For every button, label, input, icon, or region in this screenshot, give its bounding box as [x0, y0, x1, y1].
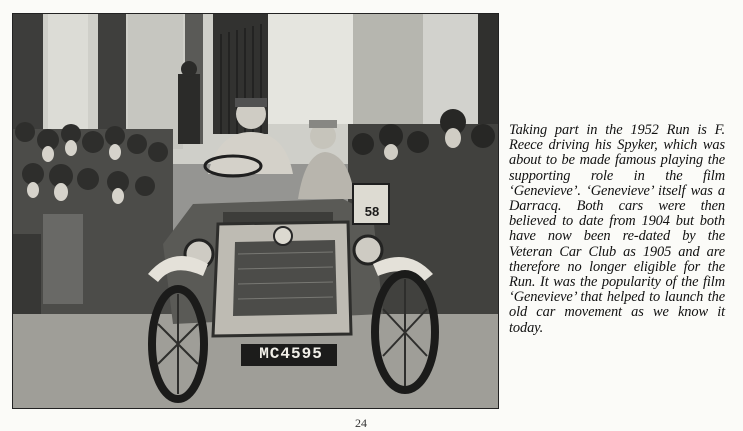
car-number-plate: MC4595 — [259, 345, 323, 363]
photo-caption: Taking part in the 1952 Run is F. Reece driving his Spyker, which was about to be made famous playing the supporting role in the film ‘Genevieve’. ‘Genevieve’ itself was a Darracq. Both cars were then believed to date from 1904 but both have now been re-dated by the Veteran Car Club as 1905 and are therefore no longer eligible for the Run. It was the popularity of the film ‘Genevieve’ that helped to launch the old car movement as we know it today. — [509, 122, 725, 336]
rally-number-plate: 58 — [364, 204, 380, 219]
page-number: 24 — [355, 416, 367, 430]
photograph-spyker-car — [12, 13, 499, 409]
